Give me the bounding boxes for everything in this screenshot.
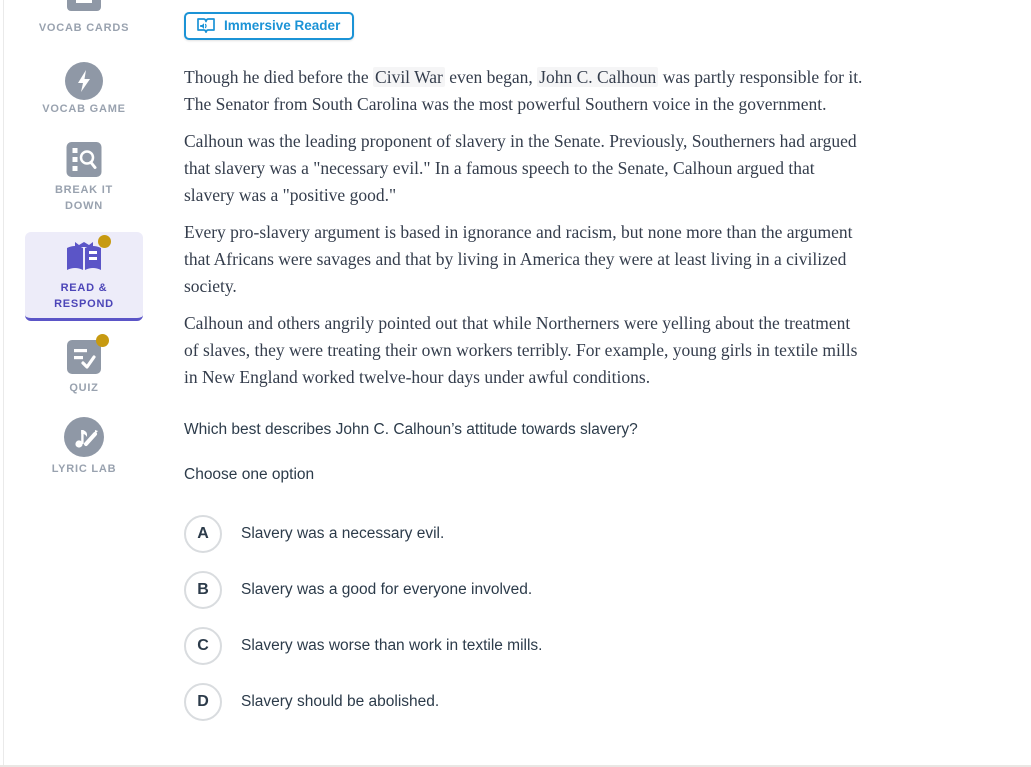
option-c-text: Slavery was worse than work in textile mills. — [241, 637, 543, 654]
option-a-radio[interactable]: A — [184, 515, 222, 553]
vocab-term-john-c-calhoun[interactable]: John C. Calhoun — [539, 67, 657, 87]
checklist-icon — [66, 339, 102, 380]
passage-text: Though he died before the — [184, 67, 374, 87]
sidebar-item-quiz-label[interactable]: QUIZ — [69, 382, 99, 394]
passage-paragraph-4: Calhoun and others angrily pointed out that while Northerners were yelling about the treatment of slaves, they were treating their own workers terribly. For example, young girls in textile mills in New England worked twelve-hour days under awful conditions. — [184, 313, 858, 387]
immersive-reader-icon — [196, 17, 216, 34]
option-b-radio[interactable]: B — [184, 571, 222, 609]
sidebar-item-vocab-game[interactable] — [65, 62, 103, 105]
option-a-text: Slavery was a necessary evil. — [241, 525, 445, 542]
option-d-radio[interactable]: D — [184, 683, 222, 721]
passage-text: even began, — [444, 67, 538, 87]
lesson-nav-sidebar — [0, 0, 168, 767]
choose-one-option-prompt: Choose one option — [184, 466, 315, 483]
passage-text: was partly responsible for it. The Senator from South Carolina was the most powerful Southern voice in the government. — [184, 67, 863, 114]
sidebar-item-vocab-cards-label[interactable]: VOCAB CARDS — [38, 22, 130, 34]
answer-options — [184, 515, 866, 721]
notification-dot — [98, 235, 111, 248]
film-magnifier-icon — [66, 165, 103, 182]
question-text: Which best describes John C. Calhoun’s attitude towards slavery? — [184, 421, 638, 438]
music-note-pencil-icon — [64, 444, 104, 461]
sidebar-item-read-respond-label: READ & RESPOND — [54, 282, 114, 310]
sidebar-item-break-it-down-label[interactable]: BREAK IT DOWN — [54, 184, 114, 212]
question-block — [184, 420, 866, 721]
answer-option-c[interactable] — [184, 627, 866, 665]
immersive-reader-button[interactable] — [184, 12, 354, 40]
answer-option-d[interactable] — [184, 683, 866, 721]
sidebar-item-lyric-lab[interactable] — [64, 417, 104, 462]
passage-paragraph-1 — [184, 64, 866, 118]
sidebar-item-quiz[interactable] — [66, 339, 102, 380]
open-book-icon — [64, 240, 104, 279]
flashcards-icon — [66, 0, 102, 16]
immersive-reader-label: Immersive Reader — [224, 18, 341, 33]
sidebar-item-read-respond[interactable] — [25, 232, 143, 321]
sidebar-item-vocab-game-label[interactable]: VOCAB GAME — [42, 103, 126, 115]
option-c-radio[interactable]: C — [184, 627, 222, 665]
read-respond-icon-wrap — [64, 240, 104, 279]
option-d-text: Slavery should be abolished. — [241, 693, 440, 710]
passage-paragraph-2: Calhoun was the leading proponent of slavery in the Senate. Previously, Southerners had argued that slavery was a "necessary evil." In a famous speech to the Senate, Calhoun argued that slavery was a "positive good." — [184, 131, 857, 205]
option-b-text: Slavery was a good for everyone involved. — [241, 581, 533, 598]
sidebar-item-lyric-lab-label[interactable]: LYRIC LAB — [51, 463, 117, 475]
notification-dot — [96, 334, 109, 347]
answer-option-a[interactable] — [184, 515, 866, 553]
answer-option-b[interactable] — [184, 571, 866, 609]
reading-passage — [184, 64, 866, 391]
sidebar-item-vocab-cards[interactable] — [66, 0, 102, 17]
vocab-term-civil-war[interactable]: Civil War — [375, 67, 443, 87]
read-respond-content — [184, 12, 866, 739]
sidebar-item-break-it-down[interactable] — [66, 141, 103, 183]
passage-paragraph-3: Every pro-slavery argument is based in ignorance and racism, but none more than the argument that Africans were savages and that by living in America they were at least living in a civilized society. — [184, 222, 853, 296]
